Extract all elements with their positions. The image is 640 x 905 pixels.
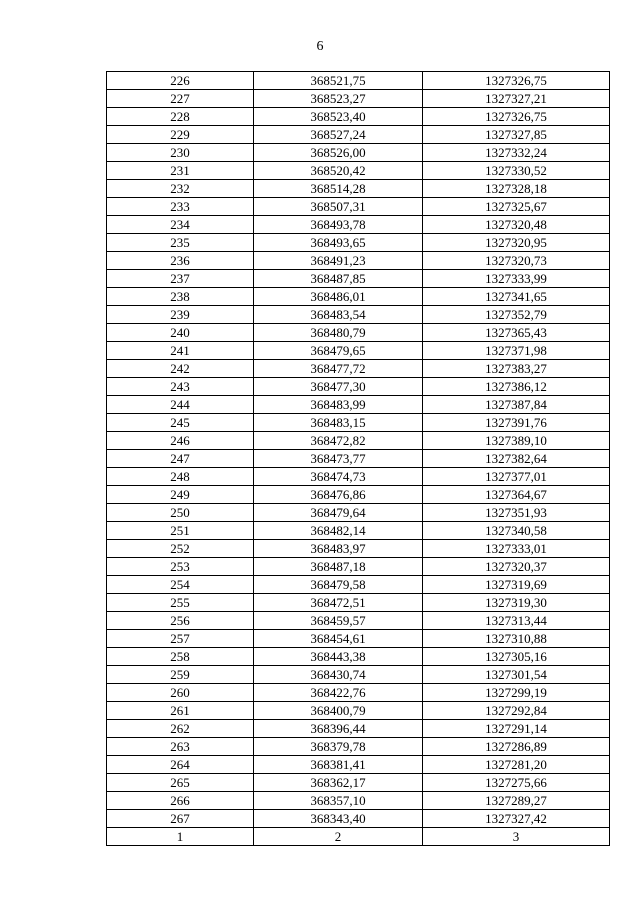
point-number-cell: 246	[107, 432, 254, 450]
table-row	[107, 810, 610, 828]
y-coordinate-cell: 1327330,52	[423, 162, 610, 180]
y-coordinate-cell: 1327377,01	[423, 468, 610, 486]
table-row	[107, 162, 610, 180]
point-number-cell: 240	[107, 324, 254, 342]
table-row	[107, 252, 610, 270]
point-number-cell: 234	[107, 216, 254, 234]
x-coordinate-cell: 368521,75	[254, 72, 423, 90]
point-number-cell: 248	[107, 468, 254, 486]
table-row	[107, 756, 610, 774]
y-coordinate-cell: 1327320,48	[423, 216, 610, 234]
point-number-cell: 249	[107, 486, 254, 504]
point-number-cell: 258	[107, 648, 254, 666]
point-number-cell: 254	[107, 576, 254, 594]
y-coordinate-cell: 1327391,76	[423, 414, 610, 432]
y-coordinate-cell: 1327341,65	[423, 288, 610, 306]
x-coordinate-cell: 368443,38	[254, 648, 423, 666]
x-coordinate-cell: 368477,72	[254, 360, 423, 378]
point-number-cell: 245	[107, 414, 254, 432]
point-number-cell: 265	[107, 774, 254, 792]
table-row	[107, 378, 610, 396]
y-coordinate-cell: 1327313,44	[423, 612, 610, 630]
x-coordinate-cell: 368362,17	[254, 774, 423, 792]
table-row	[107, 72, 610, 90]
point-number-cell: 247	[107, 450, 254, 468]
x-coordinate-cell: 368343,40	[254, 810, 423, 828]
table-row	[107, 360, 610, 378]
table-row	[107, 126, 610, 144]
y-coordinate-cell: 1327299,19	[423, 684, 610, 702]
point-number-cell: 250	[107, 504, 254, 522]
y-coordinate-cell: 1327325,67	[423, 198, 610, 216]
page-number: 6	[316, 39, 324, 54]
x-coordinate-cell: 368483,54	[254, 306, 423, 324]
table-row	[107, 612, 610, 630]
y-coordinate-cell: 1327320,37	[423, 558, 610, 576]
table-row	[107, 684, 610, 702]
x-coordinate-cell: 368480,79	[254, 324, 423, 342]
x-coordinate-cell: 368479,58	[254, 576, 423, 594]
y-coordinate-cell: 1327383,27	[423, 360, 610, 378]
column-number-cell: 1	[107, 828, 254, 846]
point-number-cell: 253	[107, 558, 254, 576]
x-coordinate-cell: 368493,65	[254, 234, 423, 252]
y-coordinate-cell: 1327326,75	[423, 72, 610, 90]
point-number-cell: 260	[107, 684, 254, 702]
y-coordinate-cell: 1327328,18	[423, 180, 610, 198]
table-row	[107, 576, 610, 594]
table-row	[107, 324, 610, 342]
point-number-cell: 239	[107, 306, 254, 324]
y-coordinate-cell: 1327351,93	[423, 504, 610, 522]
x-coordinate-cell: 368487,18	[254, 558, 423, 576]
y-coordinate-cell: 1327319,69	[423, 576, 610, 594]
y-coordinate-cell: 1327333,01	[423, 540, 610, 558]
y-coordinate-cell: 1327332,24	[423, 144, 610, 162]
x-coordinate-cell: 368472,82	[254, 432, 423, 450]
column-number-cell: 2	[254, 828, 423, 846]
point-number-cell: 230	[107, 144, 254, 162]
x-coordinate-cell: 368474,73	[254, 468, 423, 486]
y-coordinate-cell: 1327292,84	[423, 702, 610, 720]
table-row	[107, 504, 610, 522]
point-number-cell: 242	[107, 360, 254, 378]
point-number-cell: 243	[107, 378, 254, 396]
point-number-cell: 267	[107, 810, 254, 828]
point-number-cell: 244	[107, 396, 254, 414]
table-row	[107, 666, 610, 684]
table-row	[107, 522, 610, 540]
y-coordinate-cell: 1327301,54	[423, 666, 610, 684]
point-number-cell: 255	[107, 594, 254, 612]
point-number-cell: 229	[107, 126, 254, 144]
y-coordinate-cell: 1327319,30	[423, 594, 610, 612]
x-coordinate-cell: 368486,01	[254, 288, 423, 306]
table-row	[107, 468, 610, 486]
x-coordinate-cell: 368483,15	[254, 414, 423, 432]
y-coordinate-cell: 1327364,67	[423, 486, 610, 504]
x-coordinate-cell: 368381,41	[254, 756, 423, 774]
x-coordinate-cell: 368459,57	[254, 612, 423, 630]
x-coordinate-cell: 368527,24	[254, 126, 423, 144]
point-number-cell: 238	[107, 288, 254, 306]
table-row	[107, 144, 610, 162]
x-coordinate-cell: 368400,79	[254, 702, 423, 720]
point-number-cell: 232	[107, 180, 254, 198]
y-coordinate-cell: 1327291,14	[423, 720, 610, 738]
y-coordinate-cell: 1327327,21	[423, 90, 610, 108]
y-coordinate-cell: 1327371,98	[423, 342, 610, 360]
point-number-cell: 257	[107, 630, 254, 648]
point-number-cell: 226	[107, 72, 254, 90]
table-row	[107, 432, 610, 450]
y-coordinate-cell: 1327327,42	[423, 810, 610, 828]
x-coordinate-cell: 368483,97	[254, 540, 423, 558]
y-coordinate-cell: 1327305,16	[423, 648, 610, 666]
point-number-cell: 256	[107, 612, 254, 630]
point-number-cell: 261	[107, 702, 254, 720]
x-coordinate-cell: 368473,77	[254, 450, 423, 468]
x-coordinate-cell: 368526,00	[254, 144, 423, 162]
y-coordinate-cell: 1327326,75	[423, 108, 610, 126]
point-number-cell: 236	[107, 252, 254, 270]
x-coordinate-cell: 368520,42	[254, 162, 423, 180]
x-coordinate-cell: 368523,27	[254, 90, 423, 108]
point-number-cell: 235	[107, 234, 254, 252]
x-coordinate-cell: 368476,86	[254, 486, 423, 504]
point-number-cell: 251	[107, 522, 254, 540]
table-row	[107, 594, 610, 612]
x-coordinate-cell: 368487,85	[254, 270, 423, 288]
x-coordinate-cell: 368357,10	[254, 792, 423, 810]
y-coordinate-cell: 1327289,27	[423, 792, 610, 810]
x-coordinate-cell: 368472,51	[254, 594, 423, 612]
table-row	[107, 90, 610, 108]
point-number-cell: 231	[107, 162, 254, 180]
x-coordinate-cell: 368482,14	[254, 522, 423, 540]
table-row	[107, 558, 610, 576]
table-row	[107, 306, 610, 324]
x-coordinate-cell: 368483,99	[254, 396, 423, 414]
x-coordinate-cell: 368396,44	[254, 720, 423, 738]
table-row	[107, 288, 610, 306]
point-number-cell: 227	[107, 90, 254, 108]
x-coordinate-cell: 368422,76	[254, 684, 423, 702]
table-row	[107, 450, 610, 468]
x-coordinate-cell: 368479,64	[254, 504, 423, 522]
y-coordinate-cell: 1327333,99	[423, 270, 610, 288]
table-row	[107, 792, 610, 810]
table-row	[107, 486, 610, 504]
x-coordinate-cell: 368493,78	[254, 216, 423, 234]
x-coordinate-cell: 368523,40	[254, 108, 423, 126]
point-number-cell: 228	[107, 108, 254, 126]
column-number-cell: 3	[423, 828, 610, 846]
table-row	[107, 540, 610, 558]
y-coordinate-cell: 1327327,85	[423, 126, 610, 144]
table-row	[107, 738, 610, 756]
table-row	[107, 198, 610, 216]
x-coordinate-cell: 368491,23	[254, 252, 423, 270]
y-coordinate-cell: 1327286,89	[423, 738, 610, 756]
point-number-cell: 233	[107, 198, 254, 216]
point-number-cell: 263	[107, 738, 254, 756]
table-row	[107, 270, 610, 288]
y-coordinate-cell: 1327365,43	[423, 324, 610, 342]
point-number-cell: 237	[107, 270, 254, 288]
y-coordinate-cell: 1327340,58	[423, 522, 610, 540]
x-coordinate-cell: 368430,74	[254, 666, 423, 684]
y-coordinate-cell: 1327320,95	[423, 234, 610, 252]
column-number-row	[107, 828, 610, 846]
table-row	[107, 702, 610, 720]
table-row	[107, 648, 610, 666]
coordinates-table-body	[107, 72, 610, 846]
y-coordinate-cell: 1327382,64	[423, 450, 610, 468]
table-row	[107, 234, 610, 252]
y-coordinate-cell: 1327387,84	[423, 396, 610, 414]
point-number-cell: 241	[107, 342, 254, 360]
point-number-cell: 259	[107, 666, 254, 684]
table-row	[107, 396, 610, 414]
table-row	[107, 108, 610, 126]
x-coordinate-cell: 368514,28	[254, 180, 423, 198]
table-row	[107, 720, 610, 738]
y-coordinate-cell: 1327275,66	[423, 774, 610, 792]
x-coordinate-cell: 368507,31	[254, 198, 423, 216]
coordinates-table	[106, 71, 610, 846]
table-row	[107, 630, 610, 648]
point-number-cell: 264	[107, 756, 254, 774]
table-row	[107, 414, 610, 432]
x-coordinate-cell: 368477,30	[254, 378, 423, 396]
y-coordinate-cell: 1327310,88	[423, 630, 610, 648]
y-coordinate-cell: 1327320,73	[423, 252, 610, 270]
x-coordinate-cell: 368454,61	[254, 630, 423, 648]
y-coordinate-cell: 1327386,12	[423, 378, 610, 396]
table-row	[107, 342, 610, 360]
y-coordinate-cell: 1327352,79	[423, 306, 610, 324]
y-coordinate-cell: 1327389,10	[423, 432, 610, 450]
point-number-cell: 252	[107, 540, 254, 558]
point-number-cell: 262	[107, 720, 254, 738]
table-row	[107, 216, 610, 234]
table-row	[107, 774, 610, 792]
point-number-cell: 266	[107, 792, 254, 810]
table-row	[107, 180, 610, 198]
x-coordinate-cell: 368479,65	[254, 342, 423, 360]
y-coordinate-cell: 1327281,20	[423, 756, 610, 774]
x-coordinate-cell: 368379,78	[254, 738, 423, 756]
